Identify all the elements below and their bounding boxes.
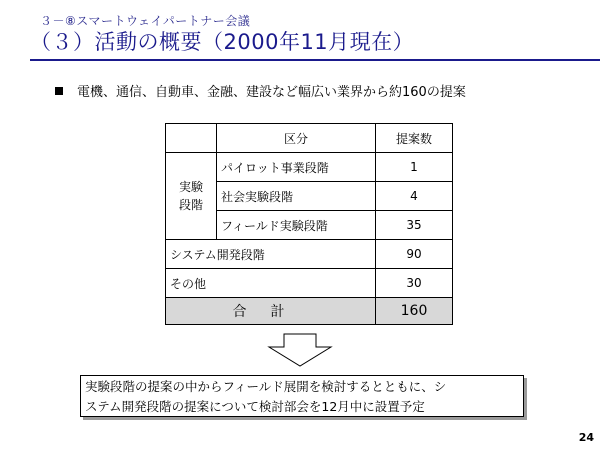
row-value: 4 <box>376 182 453 211</box>
header-category: 区分 <box>217 124 376 153</box>
header-empty-cell <box>166 124 217 153</box>
total-label: 合計 <box>166 298 376 325</box>
row-value: 1 <box>376 153 453 182</box>
row-value: 35 <box>376 211 453 240</box>
group-label-line: 実験 <box>178 180 203 194</box>
table-row <box>166 240 453 269</box>
table-row <box>166 269 453 298</box>
table-row <box>166 153 453 182</box>
row-value: 30 <box>376 269 453 298</box>
bullet-point <box>55 81 466 100</box>
note-box <box>80 375 524 417</box>
row-value: 90 <box>376 240 453 269</box>
down-arrow-icon <box>267 333 333 371</box>
slide-subtitle: ３－⑧スマートウェイパートナー会議 <box>40 14 251 28</box>
bullet-text: 電機、通信、自動車、金融、建設など幅広い業界から約160の提案 <box>77 85 466 100</box>
row-label: 社会実験段階 <box>217 182 376 211</box>
group-label-line: 段階 <box>178 198 203 212</box>
header-count: 提案数 <box>376 124 453 153</box>
total-row <box>166 298 453 325</box>
note-line: ステム開発段階の提案について検討部会を12月中に設置予定 <box>85 399 425 414</box>
page-number: 24 <box>578 431 594 444</box>
square-bullet-icon <box>55 87 63 95</box>
title-underline <box>30 59 600 61</box>
row-label: フィールド実験段階 <box>217 211 376 240</box>
row-label: システム開発段階 <box>166 240 376 269</box>
row-label: パイロット事業段階 <box>217 153 376 182</box>
slide-title: （３）活動の概要（2000年11月現在） <box>30 30 415 54</box>
note-line: 実験段階の提案の中からフィールド展開を検討するとともに、シ <box>85 379 447 394</box>
proposal-table <box>165 123 453 325</box>
total-value: 160 <box>376 298 453 325</box>
row-label: その他 <box>166 269 376 298</box>
table-header-row <box>166 124 453 153</box>
group-label-cell <box>166 153 217 240</box>
